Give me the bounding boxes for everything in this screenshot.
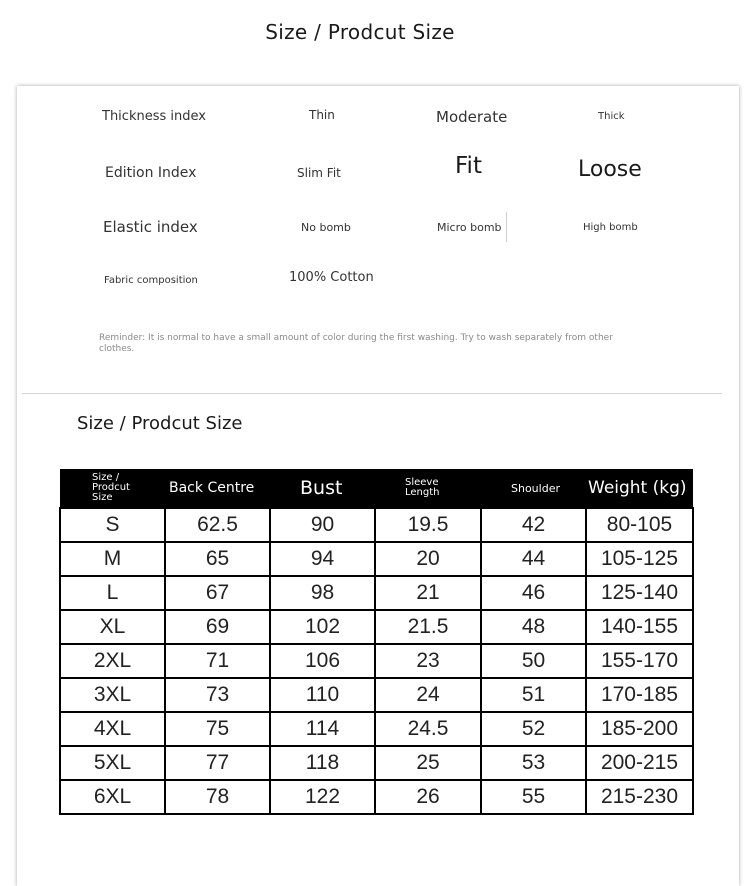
cell-back-centre: 78	[165, 780, 270, 814]
size-section-title: Size / Prodcut Size	[77, 413, 243, 434]
cell-bust: 114	[270, 712, 375, 746]
cell-shoulder: 55	[481, 780, 586, 814]
table-row	[60, 712, 693, 746]
cell-size: S	[60, 508, 165, 542]
cell-size: 5XL	[60, 746, 165, 780]
cell-sleeve-length: 23	[375, 644, 481, 678]
cell-sleeve-length: 25	[375, 746, 481, 780]
cell-weight: 200-215	[586, 746, 693, 780]
fabric-value: 100% Cotton	[289, 270, 374, 285]
cell-sleeve-length: 21.5	[375, 610, 481, 644]
cell-sleeve-length: 26	[375, 780, 481, 814]
cell-bust: 106	[270, 644, 375, 678]
cell-size: XL	[60, 610, 165, 644]
table-row	[60, 542, 693, 576]
cell-bust: 122	[270, 780, 375, 814]
cell-weight: 140-155	[586, 610, 693, 644]
cell-weight: 80-105	[586, 508, 693, 542]
washing-reminder: Reminder: It is normal to have a small amount of color during the first washing. Try to wash separately from other clothes.	[99, 333, 613, 354]
header-shoulder: Shoulder	[481, 469, 586, 508]
edition-option-loose: Loose	[578, 157, 642, 182]
cell-size: L	[60, 576, 165, 610]
header-bust: Bust	[270, 469, 375, 508]
size-table	[59, 469, 694, 815]
thickness-option-thin: Thin	[309, 108, 335, 122]
cell-weight: 215-230	[586, 780, 693, 814]
table-row	[60, 508, 693, 542]
cell-size: M	[60, 542, 165, 576]
cell-bust: 110	[270, 678, 375, 712]
table-row	[60, 780, 693, 814]
elastic-option-high-bomb: High bomb	[583, 222, 638, 233]
edition-label: Edition Index	[105, 165, 197, 181]
cell-shoulder: 44	[481, 542, 586, 576]
elastic-label: Elastic index	[103, 218, 198, 236]
table-row	[60, 678, 693, 712]
cell-back-centre: 73	[165, 678, 270, 712]
table-row	[60, 746, 693, 780]
cell-weight: 125-140	[586, 576, 693, 610]
cell-shoulder: 51	[481, 678, 586, 712]
cell-bust: 118	[270, 746, 375, 780]
thickness-option-thick: Thick	[598, 111, 625, 122]
thickness-option-moderate: Moderate	[436, 108, 508, 126]
cell-back-centre: 69	[165, 610, 270, 644]
cell-weight: 185-200	[586, 712, 693, 746]
cell-size: 2XL	[60, 644, 165, 678]
elastic-option-micro-bomb: Micro bomb	[437, 221, 502, 234]
cell-back-centre: 77	[165, 746, 270, 780]
cell-weight: 170-185	[586, 678, 693, 712]
cell-back-centre: 67	[165, 576, 270, 610]
cell-bust: 98	[270, 576, 375, 610]
table-row	[60, 576, 693, 610]
cell-shoulder: 48	[481, 610, 586, 644]
cell-sleeve-length: 20	[375, 542, 481, 576]
header-size-line2: Prodcut	[92, 482, 130, 493]
table-row	[60, 644, 693, 678]
cell-size: 4XL	[60, 712, 165, 746]
header-size-line3: Size	[92, 492, 113, 503]
fabric-label: Fabric composition	[104, 275, 198, 286]
cell-back-centre: 75	[165, 712, 270, 746]
edition-option-fit: Fit	[455, 153, 482, 179]
cell-shoulder: 50	[481, 644, 586, 678]
cell-bust: 90	[270, 508, 375, 542]
edition-option-slim-fit: Slim Fit	[297, 166, 341, 180]
cell-shoulder: 46	[481, 576, 586, 610]
cell-shoulder: 53	[481, 746, 586, 780]
cell-shoulder: 42	[481, 508, 586, 542]
header-size-line1: Size /	[92, 472, 120, 483]
cell-sleeve-length: 21	[375, 576, 481, 610]
cell-back-centre: 65	[165, 542, 270, 576]
header-sleeve-line1: Sleeve	[405, 477, 439, 488]
size-table-header	[60, 469, 693, 508]
section-divider	[22, 393, 722, 394]
cell-shoulder: 52	[481, 712, 586, 746]
cell-back-centre: 71	[165, 644, 270, 678]
cell-bust: 102	[270, 610, 375, 644]
header-weight: Weight (kg)	[586, 469, 693, 508]
cell-bust: 94	[270, 542, 375, 576]
header-sleeve-line2: Length	[405, 487, 440, 498]
cell-size: 6XL	[60, 780, 165, 814]
thickness-label: Thickness index	[102, 109, 206, 124]
page-title: Size / Prodcut Size	[265, 20, 455, 44]
cell-sleeve-length: 24	[375, 678, 481, 712]
cell-weight: 155-170	[586, 644, 693, 678]
cell-weight: 105-125	[586, 542, 693, 576]
cell-back-centre: 62.5	[165, 508, 270, 542]
cell-sleeve-length: 24.5	[375, 712, 481, 746]
header-size	[60, 469, 165, 508]
cell-sleeve-length: 19.5	[375, 508, 481, 542]
table-row	[60, 610, 693, 644]
header-sleeve-length	[375, 469, 481, 508]
header-back-centre: Back Centre	[165, 469, 270, 508]
option-divider	[506, 212, 507, 242]
elastic-option-no-bomb: No bomb	[301, 221, 351, 234]
cell-size: 3XL	[60, 678, 165, 712]
